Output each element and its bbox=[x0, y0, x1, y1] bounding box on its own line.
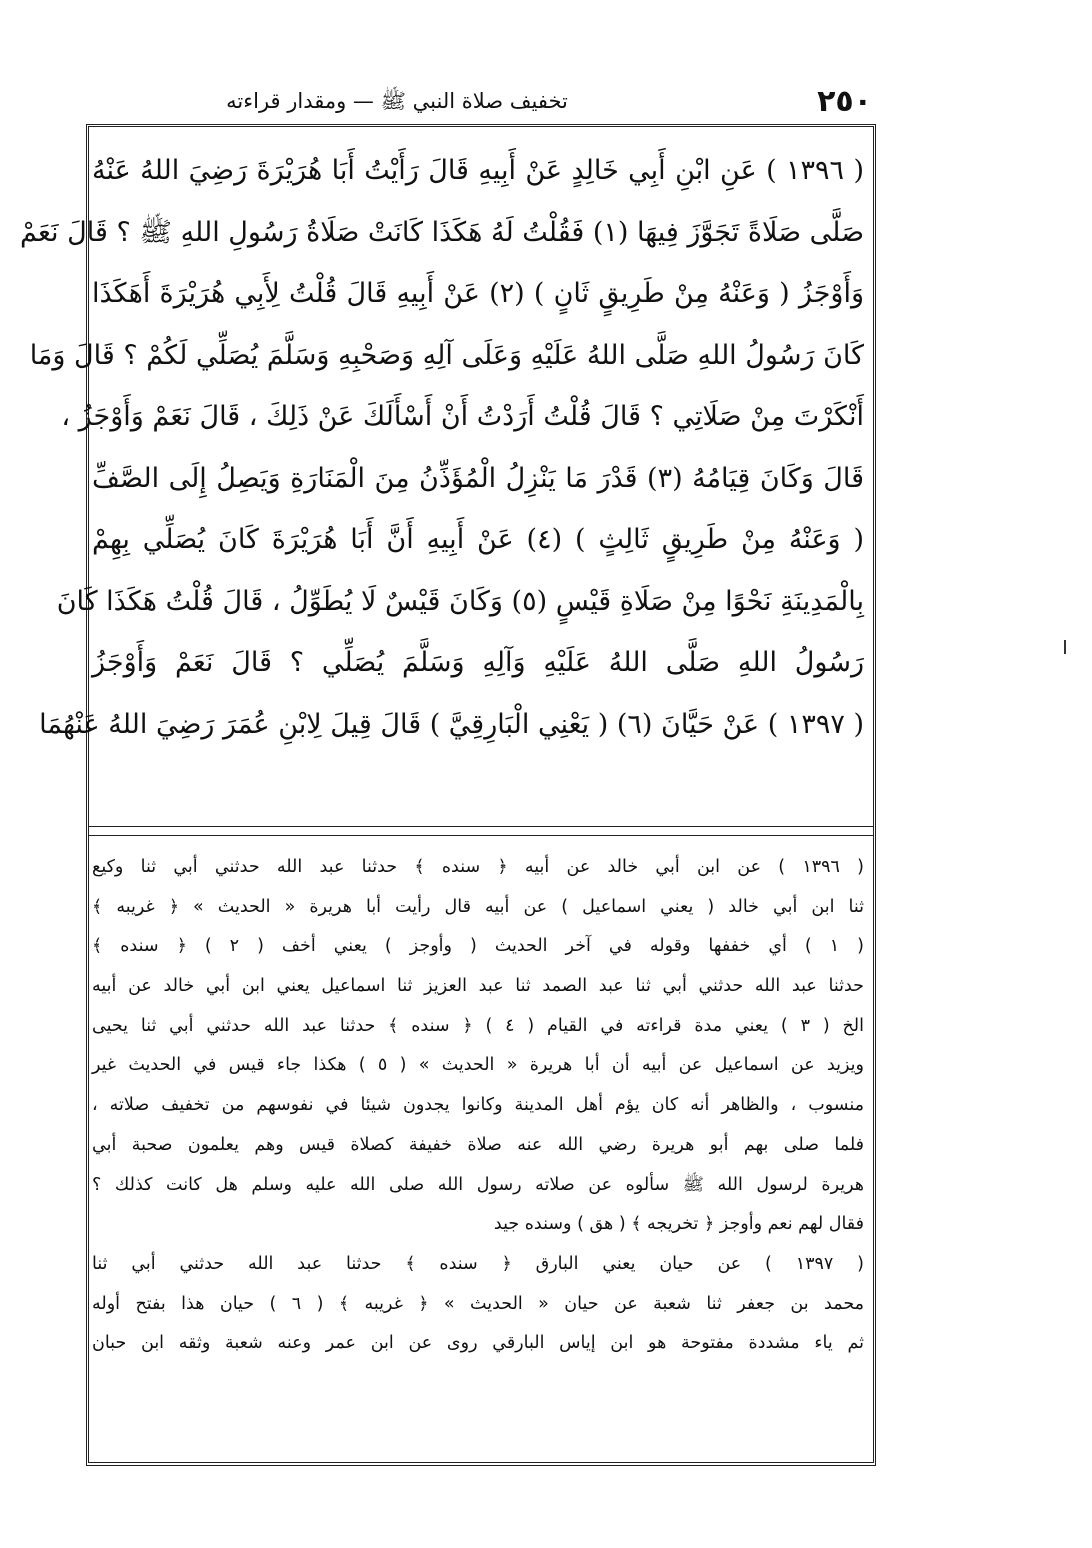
hadith-line: صَلَّى صَلَاةً تَجَوَّزَ فِيهَا (١) فَقُلْتُ لَهُ هَكَذَا كَانَتْ صَلَاةُ رَسُولِ اللهِ ﷺ ؟ قَالَ نَعَمْ bbox=[20, 216, 864, 248]
hadith-line: ( ١٣٩٦ ) عَنِ ابْنِ أَبِي خَالِدٍ عَنْ أَبِيهِ قَالَ رَأَيْتُ أَبَا هُرَيْرَةَ رَضِيَ اللهُ عَنْهُ bbox=[92, 155, 864, 186]
footnote-line: ( ١٣٩٧ ) عن حيان يعني البارق ﴿ سنده ﴾ حدثنا عبد الله حدثني أبي ثنا bbox=[92, 1253, 864, 1274]
hadith-line: رَسُولُ اللهِ صَلَّى اللهُ عَلَيْهِ وَآلِهِ وَسَلَّمَ يُصَلِّي ؟ قَالَ نَعَمْ وَأَوْجَزُ bbox=[92, 647, 864, 678]
hadith-line: بِالْمَدِينَةِ نَحْوًا مِنْ صَلَاةِ قَيْسٍ (٥) وَكَانَ قَيْسٌ لَا يُطَوِّلُ ، قَالَ قُلْتُ هَكَذَا كَانَ bbox=[56, 585, 864, 617]
hadith-line: وَأَوْجَزُ ( وَعَنْهُ مِنْ طَرِيقٍ ثَانٍ ) (٢) عَنْ أَبِيهِ قَالَ قُلْتُ لِأَبِي هُرَيْرَةَ أَهَكَذَا bbox=[92, 278, 864, 309]
hadith-line: ( وَعَنْهُ مِنْ طَرِيقٍ ثَالِثٍ ) (٤) عَنْ أَبِيهِ أَنَّ أَبَا هُرَيْرَةَ كَانَ يُصَلِّي بِهِمْ bbox=[92, 524, 864, 555]
footnote-line: ويزيد عن اسماعيل عن أبيه أن أبا هريرة « الحديث » ( ٥ ) هكذا جاء قيس في الحديث غير bbox=[92, 1055, 864, 1076]
footnote-line: هريرة لرسول الله ﷺ سألوه عن صلاته رسول الله صلى الله عليه وسلم هل كانت كذلك ؟ bbox=[92, 1174, 864, 1195]
hadith-line: قَالَ وَكَانَ قِيَامُهُ (٣) قَدْرَ مَا يَنْزِلُ الْمُؤَذِّنُ مِنَ الْمَنَارَةِ وَيَصِلُ إِلَى الصَّفِّ bbox=[92, 462, 864, 494]
running-title: تخفيف صلاة النبي ﷺ — ومقدار قراءته bbox=[226, 89, 568, 113]
footnote-line: فلما صلى بهم أبو هريرة رضي الله عنه صلاة خفيفة كصلاة قيس وهم يعلمون صحبة أبي bbox=[92, 1134, 864, 1155]
hadith-line: كَانَ رَسُولُ اللهِ صَلَّى اللهُ عَلَيْهِ وَعَلَى آلِهِ وَصَحْبِهِ وَسَلَّمَ يُصَلِّي لَكُمْ ؟ قَالَ وَمَا bbox=[29, 339, 864, 371]
margin-mark bbox=[1064, 640, 1072, 654]
footnote-line: ثم ياء مشددة مفتوحة هو ابن إياس البارقي روى عن ابن عمر وعنه شعبة وثقه ابن حبان bbox=[92, 1333, 864, 1354]
hadith-text bbox=[20, 140, 864, 755]
footnote-separator bbox=[88, 826, 874, 836]
footnote-line: الخ ( ٣ ) يعني مدة قراءته في القيام ( ٤ ) ﴿ سنده ﴾ حدثنا عبد الله حدثني أبي ثنا يحيى bbox=[92, 1015, 864, 1036]
page-number: ٢٥٠ bbox=[817, 84, 872, 119]
hadith-line: أَنْكَرْتَ مِنْ صَلَاتِي ؟ قَالَ قُلْتُ أَرَدْتُ أَنْ أَسْأَلَكَ عَنْ ذَلِكَ ، قَالَ نَعَمْ وَأَوْجَزُ ، bbox=[61, 401, 864, 432]
hadith-line: ( ١٣٩٧ ) عَنْ حَيَّانَ (٦) ( يَعْنِي الْبَارِقِيَّ ) قَالَ قِيلَ لِابْنِ عُمَرَ رَضِيَ اللهُ عَنْهُمَا bbox=[39, 708, 864, 740]
footnote-line: ( ١ ) أي خففها وقوله في آخر الحديث ( وأوجز ) يعني أخف ( ٢ ) ﴿ سنده ﴾ bbox=[92, 936, 865, 957]
footnote-line: حدثنا عبد الله حدثني أبي ثنا عبد الصمد ثنا عبد العزيز ثنا اسماعيل يعني ابن أبي خالد عن أبيه bbox=[92, 976, 864, 997]
footnotes bbox=[92, 848, 864, 1364]
footnote-line: ثنا ابن أبي خالد ( يعني اسماعيل ) عن أبيه قال رأيت أبا هريرة « الحديث » ﴿ غريبه ﴾ bbox=[92, 896, 864, 917]
footnote-line: ( ١٣٩٦ ) عن ابن أبي خالد عن أبيه ﴿ سنده ﴾ حدثنا عبد الله حدثني أبي ثنا وكيع bbox=[92, 857, 865, 877]
page-header bbox=[92, 82, 872, 124]
footnote-line: منسوب ، والظاهر أنه كان يؤم أهل المدينة وكانوا يجدون شيئا في نفوسهم من تخفيف صلاته ، bbox=[92, 1095, 864, 1116]
footnote-line: محمد بن جعفر ثنا شعبة عن حيان « الحديث » ﴿ غريبه ﴾ ( ٦ ) حيان هذا بفتح أوله bbox=[92, 1293, 864, 1314]
footnote-line: فقال لهم نعم وأوجز ﴿ تخريجه ﴾ ( هق ) وسنده جيد bbox=[493, 1214, 864, 1235]
